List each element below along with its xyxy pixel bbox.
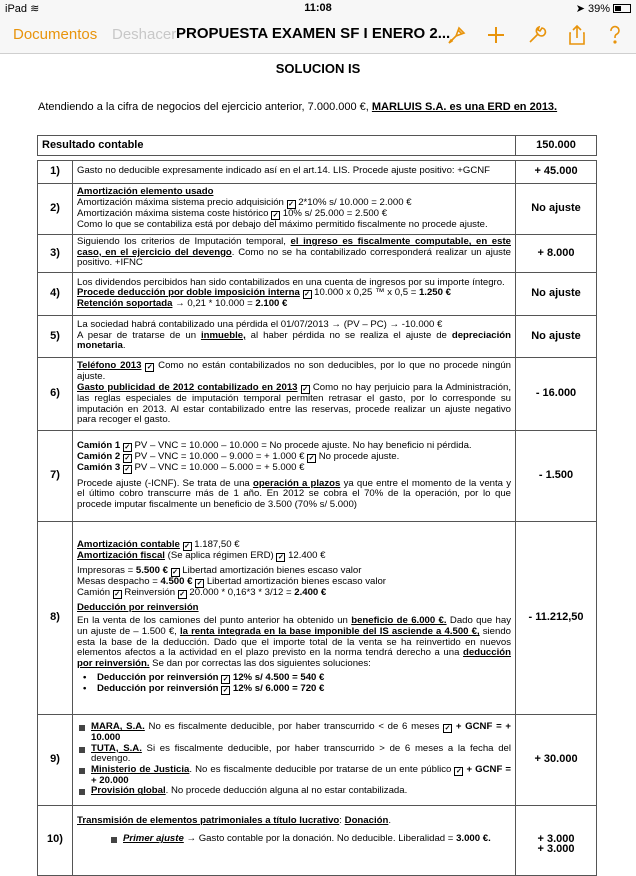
check-icon: ✓ [308, 454, 315, 462]
battery-icon [613, 4, 631, 13]
check-icon: ✓ [124, 443, 131, 451]
check-icon: ✓ [114, 590, 121, 598]
list-item: • Deducción por reinversión ✓ 12% s/ 4.500 = 540 € [97, 673, 511, 684]
wifi-icon: ≋ [30, 3, 40, 15]
table-row: 6) Teléfono 2013 ✓ Como no están contabilizados no son deducibles, por lo que no procede ningún ajuste. Gasto publicidad de 2012 contabilizado en 2013 ✓ Como no hay perjuicio para la Administración, las reglas especiales de imputación temporal permiten retrasar el gasto, por lo corresponde su imputación en 2013. Al estar contabilizado entre las reservas, procede realizar un ajuste negativo para recoger el gasto. - 16.000 [38, 357, 597, 430]
table-row: 3) Siguiendo los criterios de Imputación temporal, el ingreso es fiscalmente computable, en este caso, en el ejercicio del devengo. Como no se ha contabilizado corresponderá realizar un ajuste positivo. +IFNC + 8.000 [38, 234, 597, 272]
list-item: Ministerio de Justicia. No es fiscalmente deducible por tratarse de un ente público ✓ + GCNF = + 20.000 [91, 763, 511, 786]
check-icon: ✓ [184, 542, 190, 550]
undo-button[interactable]: Deshacer [112, 26, 177, 43]
list-item: Provisión global. No procede deducción alguna al no estar contabilizada. [91, 786, 511, 797]
table-row: 9) MARA, S.A. No es fiscalmente deducible, por haber transcurrido < de 6 meses ✓ + GCNF = + 10.000 TUTA, S.A. Si es fiscalmente deducible, por haber transcurrido > de 6 meses a la fecha del devengo. Ministerio de Justicia. No es fiscalmente deducible por tratarse de un ente público ✓ + GCNF = + 20.000 Provisión global. No procede deducción alguna al no estar contabilizada. + 30.000 [38, 714, 597, 805]
table-header-row [38, 136, 597, 156]
check-icon: ✓ [304, 291, 310, 299]
check-icon: ✓ [302, 386, 309, 393]
status-bar [0, 0, 636, 18]
page-heading: SOLUCION IS [275, 61, 361, 76]
app-toolbar [0, 18, 636, 54]
check-icon: ✓ [172, 568, 179, 576]
add-icon[interactable] [485, 24, 507, 46]
check-icon: ✓ [146, 364, 153, 372]
check-icon: ✓ [196, 579, 203, 587]
check-icon: ✓ [124, 454, 131, 462]
check-icon: ✓ [124, 465, 131, 473]
check-icon: ✓ [444, 725, 451, 733]
list-item: • Deducción por reinversión ✓ 12% s/ 6.000 = 720 € [97, 684, 511, 695]
table-row: 1) Gasto no deducible expresamente indicado así en el art.14. LIS. Procede ajuste positivo: +GCNF + 45.000 [38, 160, 597, 183]
intro-paragraph: Atendiendo a la cifra de negocios del ejercicio anterior, 7.000.000 €, MARLUIS S.A. es una ERD en 2013. [38, 101, 558, 113]
share-icon[interactable] [566, 24, 588, 46]
result-value: 150.000 [516, 136, 597, 156]
location-icon: ➤ [575, 3, 585, 15]
battery-status: ➤ 39% [576, 2, 631, 15]
table-row: 8) Amortización contable ✓ 1.187,50 € Amortización fiscal (Se aplica régimen ERD) ✓ 12.400 € Impresoras = 5.500 € ✓ Libertad amortización bienes escaso valor Mesas despacho = 4.500 € ✓ Libertad amortización bienes escaso valor Camión ✓ Reinversión ✓ 20.000 * 0,16*3 * 3/12 = 2.400 € Deducción por reinversión En la venta de los camiones del punto anterior ha obtenido un beneficio de 6.000 €. Dado que hay un ajuste de – 1.500 €, la renta integrada en la base imponible del IS asciende a 4.500 €, siendo esta la base de la deducción. Dado que el importe total de la venta se ha reinvertido en nuevos elementos afectos a la actividad en el plazo previsto en la norma tendrá derecho a una deducción por reinversión. Se dan por correctas las dos siguientes soluciones: • Deducción por reinversión ✓ 12% s/ 4.500 = 540 € • Deducción por reinversión ✓ 12% s/ 6.000 = 720 € - 11.212,50 [38, 521, 597, 714]
document-title[interactable]: PROPUESTA EXAMEN SF I ENERO 2... [176, 25, 451, 42]
document-page[interactable] [0, 55, 636, 855]
solution-table [37, 135, 597, 876]
result-label: Resultado contable [38, 136, 516, 156]
list-item: TUTA, S.A. Si es fiscalmente deducible, por haber transcurrido > de 6 meses a la fecha del devengo. [91, 742, 511, 765]
check-icon: ✓ [288, 200, 294, 208]
table-row: 4) Los dividendos percibidos han sido contabilizados en una cuenta de ingresos por su importe íntegro. Procede deducción por doble imposición interna ✓ 10.000 x 0,25 ™ x 0,5 = 1.250 € Retención soportada → 0,21 * 10.000 = 2.100 € No ajuste [38, 272, 597, 315]
check-icon: ✓ [222, 687, 229, 695]
check-icon: ✓ [277, 553, 284, 561]
table-row: 2) Amortización elemento usado Amortización máxima sistema precio adquisición ✓ 2*10% s/ 10.000 = 2.000 € Amortización máxima sistema coste histórico ✓ 10% s/ 25.000 = 2.500 € Como lo que se contabiliza está por debajo del máximo permitido fiscalmente no procede ajuste. No ajuste [38, 183, 597, 234]
check-icon: ✓ [455, 767, 462, 775]
list-item: Primer ajuste → Gasto contable por la donación. No deducible. Liberalidad = 3.000 €. [123, 834, 511, 845]
check-icon: ✓ [272, 211, 279, 219]
list-item: MARA, S.A. No es fiscalmente deducible, por haber transcurrido < de 6 meses ✓ + GCNF = + 10.000 [91, 721, 511, 744]
table-row: 10) Transmisión de elementos patrimoniales a título lucrativo: Donación. Primer ajuste → Gasto contable por la donación. No deducible. Liberalidad = 3.000 €. + 3.000 + 3.000 [38, 805, 597, 875]
table-row: 7) Camión 1 ✓ PV – VNC = 10.000 – 10.000 = No procede ajuste. No hay beneficio ni pérdida. Camión 2 ✓ PV – VNC = 10.000 – 9.000 = + 1.000 € ✓ No procede ajuste. Camión 3 ✓ PV – VNC = 10.000 – 5.000 = + 5.000 € Procede ajuste (-ICNF). Se trata de una operación a plazos ya que entre el momento de la venta y el último cobro transcurre más de 1 año. En 2012 se cobra el 70% de la operación, por lo que procede imputar fiscalmente un beneficio de 3.500 (70% s/ 5.000) - 1.500 [38, 430, 597, 521]
wrench-icon[interactable] [526, 24, 548, 46]
documents-button[interactable]: Documentos [13, 26, 98, 43]
check-icon: ✓ [222, 676, 229, 684]
table-row: 5) La sociedad habrá contabilizado una pérdida el 01/07/2013 → (PV – PC) → -10.000 € A pesar de tratarse de un inmueble, al haber pérdida no se realiza el ajuste de depreciación monetaria. No ajuste [38, 315, 597, 357]
help-icon[interactable] [604, 24, 626, 46]
device-label: iPad ≋ [5, 3, 40, 15]
clock: 11:08 [304, 2, 332, 14]
brush-icon[interactable] [446, 24, 468, 46]
check-icon: ✓ [179, 590, 186, 598]
